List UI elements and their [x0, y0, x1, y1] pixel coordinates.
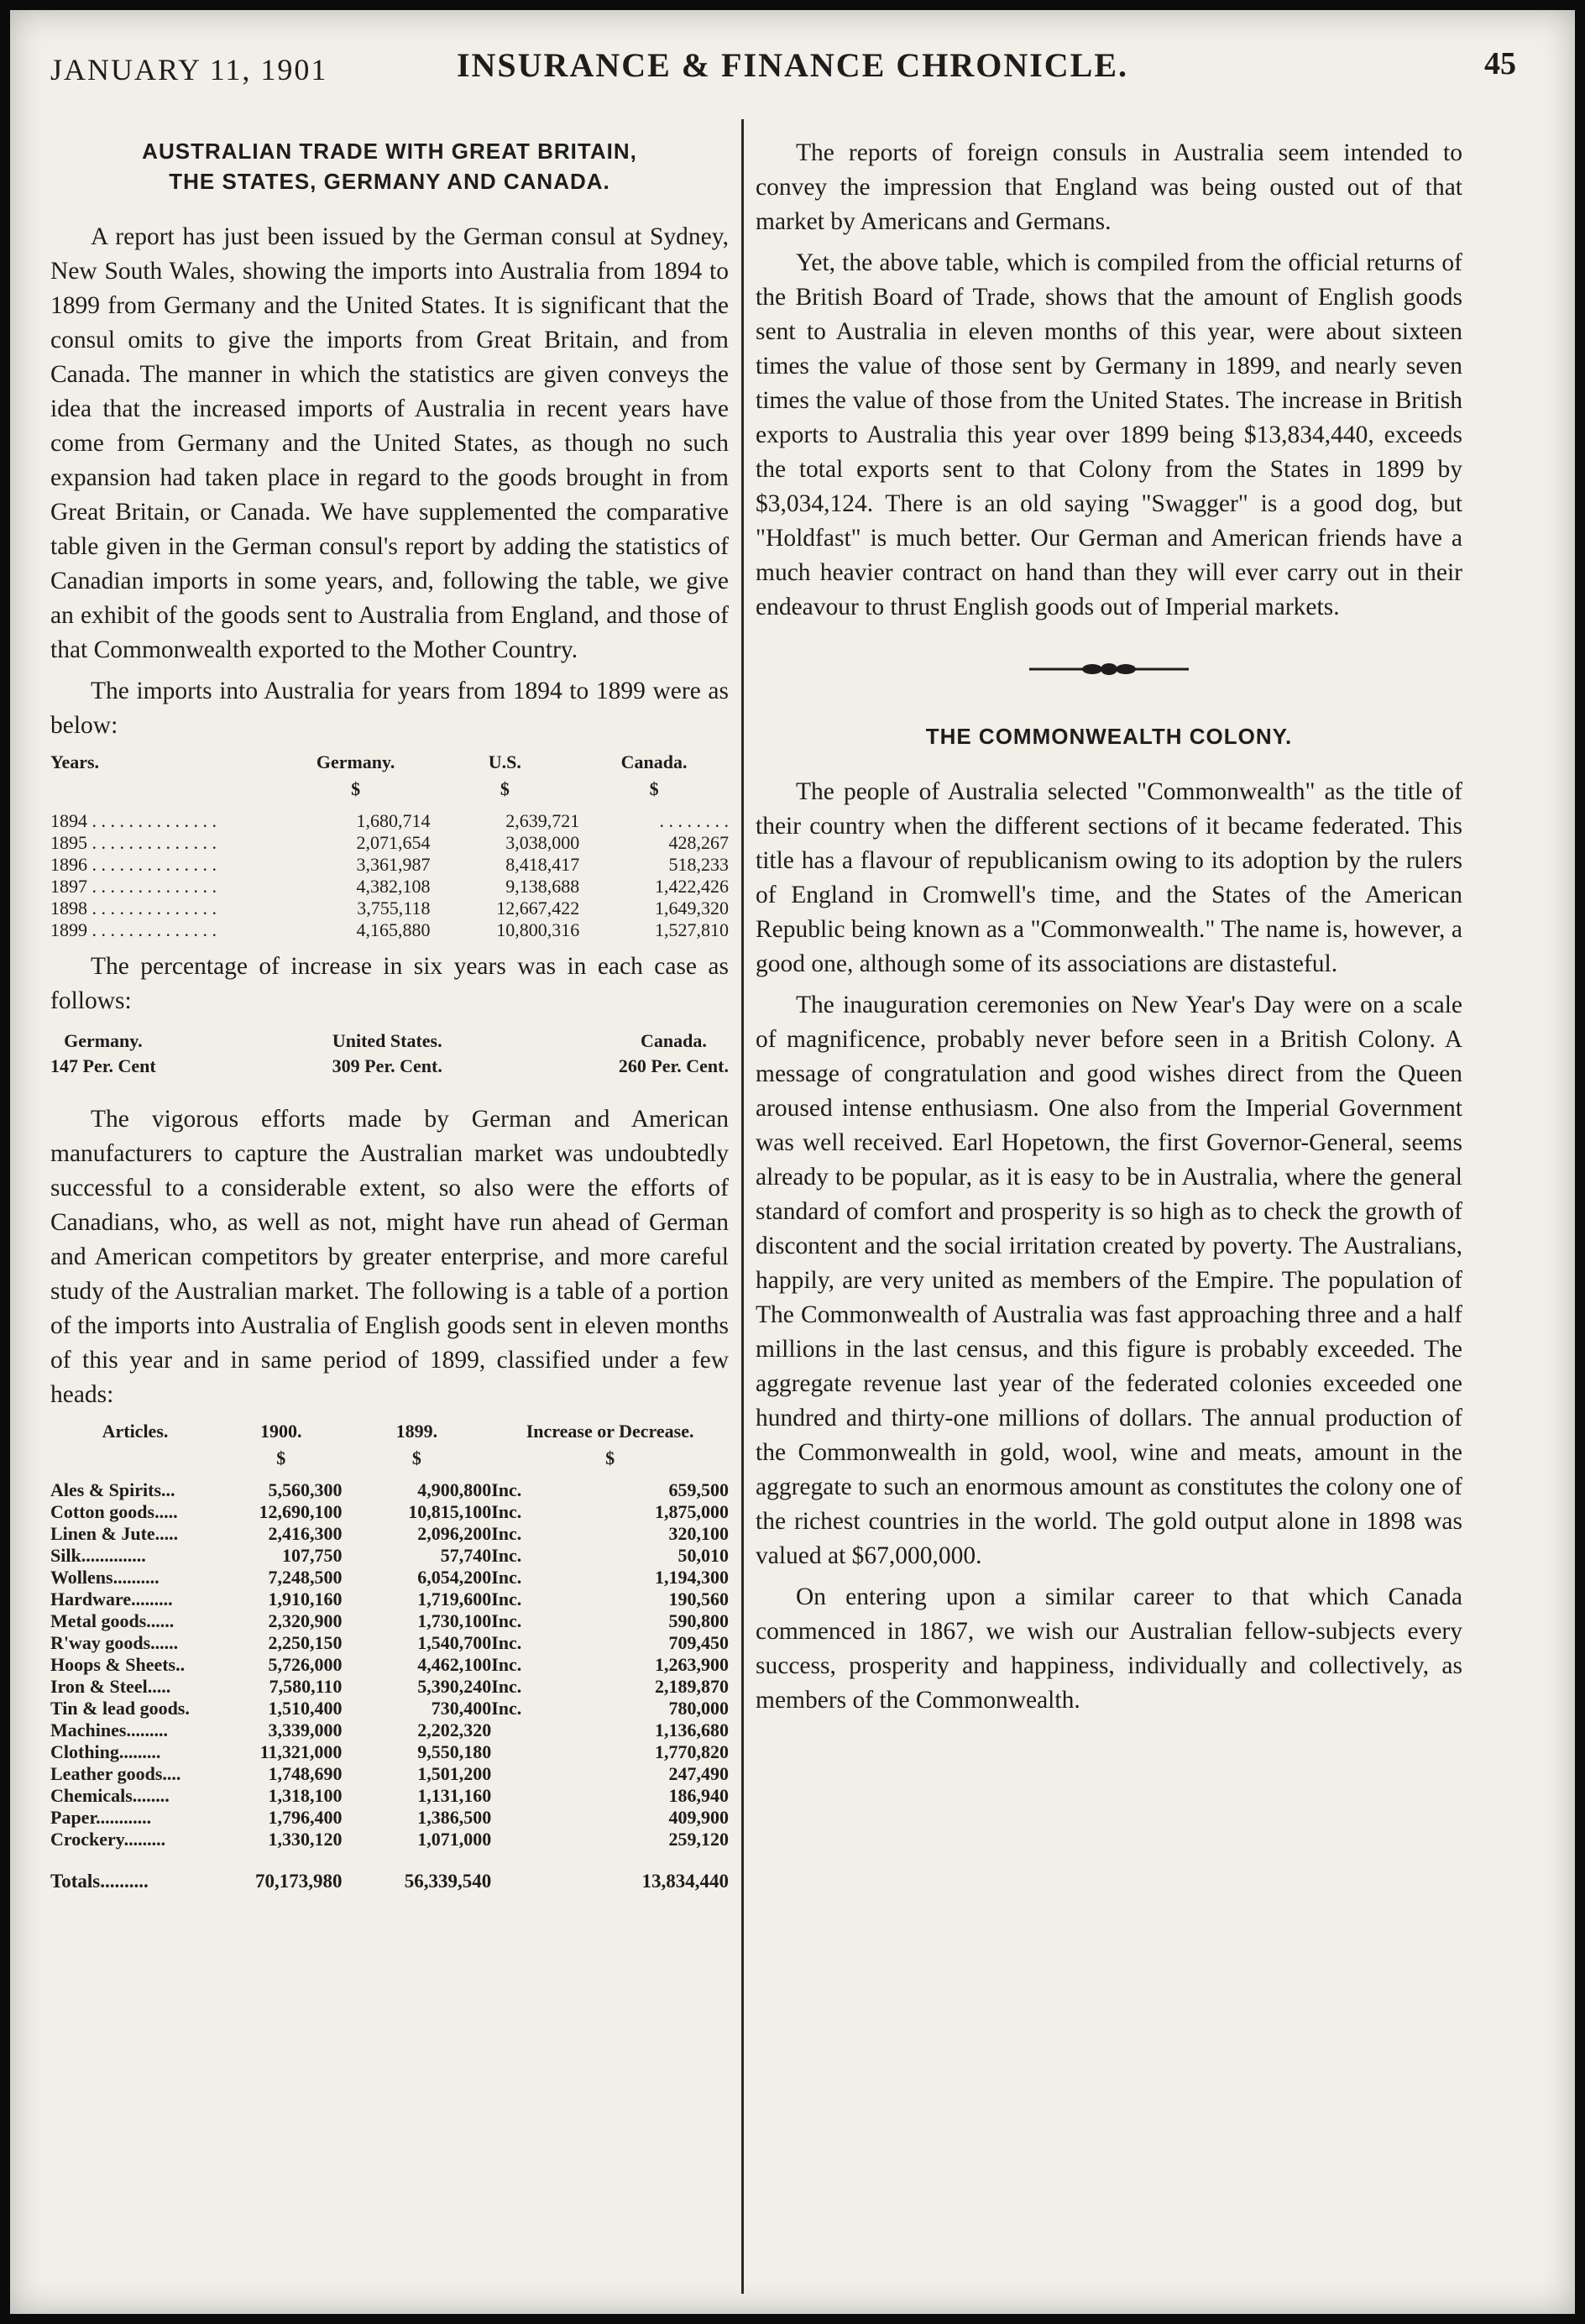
- right-column: [756, 136, 1462, 1718]
- table-cell-y1899: 1,131,160: [417, 1785, 492, 1806]
- table-cell-kind: Inc.: [491, 1676, 522, 1697]
- currency-row: [50, 778, 729, 810]
- table-cell-kind: [491, 1741, 552, 1763]
- table-cell-germany: 3,755,118: [357, 898, 431, 919]
- table-cell-kind: [491, 1763, 552, 1785]
- totals-label: Totals..........: [50, 1871, 149, 1892]
- table-cell-article: Iron & Steel.....: [50, 1676, 171, 1697]
- table-cell-y1899: 1,501,200: [417, 1763, 492, 1784]
- table-cell-change: 709,450: [668, 1632, 729, 1653]
- table-cell-y1900: 7,580,110: [269, 1676, 343, 1697]
- table-cell-canada: 1,422,426: [655, 876, 729, 897]
- page-number: 45: [1484, 46, 1516, 81]
- table-cell-y1899: 2,202,320: [417, 1719, 492, 1740]
- table-row: [50, 1676, 729, 1698]
- table-cell-kind: [491, 1807, 552, 1829]
- table-cell-change: 186,940: [668, 1785, 729, 1806]
- table-cell-change: 50,010: [677, 1545, 729, 1566]
- table-cell-canada: 428,267: [668, 832, 729, 853]
- percent-label: Germany.: [64, 1030, 143, 1051]
- table-cell-article: Metal goods......: [50, 1610, 175, 1631]
- table-cell-y1900: 3,339,000: [268, 1719, 343, 1740]
- percentage-increase: [50, 1029, 729, 1079]
- table-cell-change: 1,770,820: [655, 1741, 729, 1762]
- table-row: [50, 1719, 729, 1741]
- currency-symbol: $: [649, 778, 659, 799]
- paragraph: On entering upon a similar career to that which Canada commenced in 1867, we wish our Australian fellow-subjects every success, prosperity and happiness, individually and collectively, as members of the Commonwealth.: [756, 1583, 1462, 1714]
- table-row: [50, 919, 729, 941]
- table-cell-y1899: 10,815,100: [408, 1501, 492, 1522]
- table-cell-y1900: 2,250,150: [268, 1632, 343, 1653]
- table-row: [50, 832, 729, 854]
- table-cell-y1899: 6,054,200: [417, 1567, 492, 1588]
- table-cell-article: Wollens..........: [50, 1567, 160, 1588]
- table-cell-article: Machines.........: [50, 1719, 168, 1740]
- table-cell-year: 1897 . . . . . . . . . . . . . .: [50, 876, 217, 897]
- table-cell-y1900: 107,750: [281, 1545, 343, 1566]
- table-cell-y1899: 1,719,600: [417, 1589, 492, 1610]
- table-cell-kind: Inc.: [491, 1523, 522, 1544]
- column-header: 1899.: [395, 1421, 438, 1442]
- table-cell-change: 780,000: [668, 1698, 729, 1719]
- table-cell-article: Linen & Jute.....: [50, 1523, 179, 1544]
- percent-value: 260 Per. Cent.: [618, 1055, 729, 1076]
- table-cell-kind: Inc.: [491, 1610, 522, 1631]
- heading-line-1: AUSTRALIAN TRADE WITH GREAT BRITAIN,: [142, 139, 637, 164]
- table-cell-kind: Inc.: [491, 1501, 522, 1522]
- column-divider: [741, 119, 744, 2294]
- table-cell-canada: 518,233: [668, 854, 729, 875]
- publication-title: INSURANCE & FINANCE CHRONICLE.: [456, 46, 1129, 84]
- table-cell-article: Crockery.........: [50, 1829, 166, 1850]
- paragraph: The vigorous efforts made by German and American manufacturers to capture the Australian market was undoubtedly successful to a considerable extent, so also were the efforts of Canadians, who, as well as not, might have run ahead of German and American competitors by greater enterprise, and more careful study of the Australian market. The following is a table of a portion of the imports into Australia of English goods sent in eleven months of this year and in same period of 1899, classified under a few heads:: [50, 1106, 729, 1408]
- table-row: [50, 1829, 729, 1850]
- table-cell-us: 2,639,721: [505, 810, 580, 831]
- table-cell-y1900: 11,321,000: [259, 1741, 343, 1762]
- table-cell-canada: 1,649,320: [655, 898, 729, 919]
- table-cell-kind: [491, 1829, 552, 1850]
- table-cell-article: Chemicals........: [50, 1785, 170, 1806]
- table-row: [50, 1632, 729, 1654]
- paragraph: The reports of foreign consuls in Australia seem intended to convey the impression that England was being ousted out of that market by Americans and Germans.: [756, 139, 1462, 235]
- table-cell-y1899: 4,462,100: [417, 1654, 492, 1675]
- table-cell-y1900: 2,320,900: [268, 1610, 343, 1631]
- table-cell-canada: 1,527,810: [655, 919, 729, 940]
- table-row: [50, 854, 729, 876]
- table-row: [50, 1501, 729, 1523]
- table-cell-y1899: 2,096,200: [417, 1523, 492, 1544]
- table-cell-year: 1896 . . . . . . . . . . . . . .: [50, 854, 217, 875]
- table-cell-y1900: 1,748,690: [268, 1763, 343, 1784]
- table-cell-change: 659,500: [668, 1479, 729, 1500]
- table-cell-change: 259,120: [668, 1829, 729, 1850]
- issue-date: JANUARY 11, 1901: [50, 53, 328, 86]
- table-cell-y1899: 1,540,700: [417, 1632, 492, 1653]
- ornament-divider: [756, 653, 1462, 688]
- table-cell-us: 10,800,316: [496, 919, 580, 940]
- table-cell-us: 8,418,417: [505, 854, 580, 875]
- table-cell-article: Ales & Spirits...: [50, 1479, 175, 1500]
- table-row: [50, 1523, 729, 1545]
- table-cell-y1900: 5,560,300: [268, 1479, 343, 1500]
- table-header-row: [50, 1421, 729, 1447]
- imports-table: [50, 751, 729, 941]
- table-cell-y1899: 1,071,000: [417, 1829, 492, 1850]
- table-cell-kind: [491, 1719, 552, 1741]
- article-heading-commonwealth: THE COMMONWEALTH COLONY.: [925, 724, 1293, 749]
- paragraph: The inauguration ceremonies on New Year's Day were on a scale of magnificence, probably never before seen in a British Colony. A message of congratulation and good wishes direct from the Queen aroused intense enthusiasm. One also from the Imperial Government was well received. Earl Hopetown, the first Governor-General, seems already to be popular, as it is easy to be in Australia, where the general standard of comfort and prosperity is so high as to check the growth of discontent and the social irritation created by poverty. The Australians, happily, are very united as members of the Empire. The population of The Commonwealth of Australia was fast approaching three and a half millions in the last census, and this figure is probably exceeded. The aggregate revenue last year of the federated colonies exceeded one hundred and thirty-one millions of dollars. The annual production of the Commonwealth in gold, wool, wine and meats, amount in the aggregate to such an enormous amount as constitutes the colony one of the richest countries in the world. The gold output alone in 1898 was valued at $67,000,000.: [756, 992, 1462, 1569]
- percent-label: United States.: [332, 1030, 442, 1051]
- currency-symbol: $: [276, 1447, 286, 1468]
- table-cell-year: 1894 . . . . . . . . . . . . . .: [50, 810, 217, 831]
- paragraph: Yet, the above table, which is compiled from the official returns of the British Board of Trade, shows that the amount of English goods sent to Australia in eleven months of this year, were about sixteen times the value of those sent by Germany in 1899, and nearly seven times the value of those from the United States. The increase in British exports to Australia this year over 1899 being $13,834,440, exceeds the total exports sent to that Colony from the States in 1899 by $3,034,124. There is an old saying "Swagger" is a good dog, but "Holdfast" is much better. Our German and American friends have a much heavier contract on hand than they will ever carry out in their endeavour to thrust English goods out of Imperial markets.: [756, 249, 1462, 620]
- currency-symbol: $: [500, 778, 510, 799]
- paragraph: The imports into Australia for years from 1894 to 1899 were as below:: [50, 678, 729, 739]
- table-cell-y1900: 1,510,400: [268, 1698, 343, 1719]
- table-cell-kind: Inc.: [491, 1589, 522, 1610]
- table-cell-germany: 3,361,987: [356, 854, 431, 875]
- table-cell-change: 1,194,300: [655, 1567, 729, 1588]
- table-cell-canada: . . . . . . . .: [659, 810, 729, 831]
- table-cell-y1899: 730,400: [431, 1698, 492, 1719]
- table-cell-change: 1,136,680: [655, 1719, 729, 1740]
- table-cell-y1900: 5,726,000: [268, 1654, 343, 1675]
- table-cell-kind: Inc.: [491, 1632, 522, 1653]
- article-heading-trade: [50, 136, 729, 196]
- table-cell-us: 9,138,688: [505, 876, 580, 897]
- totals-1899: 56,339,540: [404, 1871, 492, 1892]
- table-cell-year: 1895 . . . . . . . . . . . . . .: [50, 832, 217, 853]
- column-header: Years.: [50, 751, 100, 772]
- table-cell-article: Silk..............: [50, 1545, 146, 1566]
- percent-us: [332, 1029, 442, 1079]
- table-cell-y1900: 1,330,120: [268, 1829, 343, 1850]
- table-row: [50, 1807, 729, 1829]
- table-cell-change: 1,263,900: [655, 1654, 729, 1675]
- percent-canada: [619, 1029, 729, 1079]
- table-row: [50, 1567, 729, 1589]
- table-cell-y1900: 1,796,400: [268, 1807, 343, 1828]
- table-cell-article: Hardware.........: [50, 1589, 173, 1610]
- table-row: [50, 1654, 729, 1676]
- table-cell-change: 1,875,000: [655, 1501, 729, 1522]
- table-row: [50, 898, 729, 919]
- ornament-rule-icon: [1029, 661, 1189, 678]
- table-cell-change: 190,560: [668, 1589, 729, 1610]
- table-cell-article: Tin & lead goods.: [50, 1698, 190, 1719]
- table-cell-kind: Inc.: [491, 1654, 522, 1675]
- column-header: Increase or Decrease.: [526, 1421, 694, 1442]
- percent-label: Canada.: [640, 1030, 707, 1051]
- left-column: [50, 136, 729, 1901]
- table-cell-change: 590,800: [668, 1610, 729, 1631]
- column-header: Canada.: [620, 751, 688, 772]
- percent-value: 147 Per. Cent: [50, 1055, 156, 1076]
- table-cell-y1900: 2,416,300: [268, 1523, 343, 1544]
- totals-change: 13,834,440: [641, 1871, 729, 1892]
- table-cell-year: 1899 . . . . . . . . . . . . . .: [50, 919, 217, 940]
- table-cell-y1899: 57,740: [440, 1545, 492, 1566]
- table-cell-kind: Inc.: [491, 1698, 522, 1719]
- currency-row: [50, 1447, 729, 1479]
- table-cell-germany: 4,165,880: [356, 919, 431, 940]
- articles-table: [50, 1421, 729, 1892]
- table-cell-y1899: 5,390,240: [417, 1676, 492, 1697]
- table-cell-article: Paper............: [50, 1807, 152, 1828]
- table-row: [50, 1545, 729, 1567]
- table-cell-germany: 4,382,108: [356, 876, 431, 897]
- table-cell-y1900: 1,318,100: [268, 1785, 343, 1806]
- table-cell-change: 2,189,870: [655, 1676, 729, 1697]
- totals-1900: 70,173,980: [254, 1871, 343, 1892]
- table-cell-y1899: 1,730,100: [417, 1610, 492, 1631]
- table-row: [50, 1479, 729, 1501]
- table-header-row: [50, 751, 729, 778]
- table-cell-us: 12,667,422: [496, 898, 580, 919]
- table-cell-change: 247,490: [668, 1763, 729, 1784]
- table-cell-article: R'way goods......: [50, 1632, 179, 1653]
- table-cell-us: 3,038,000: [505, 832, 580, 853]
- table-row: [50, 1698, 729, 1719]
- paragraph: The people of Australia selected "Commonwealth" as the title of their country when the different sections of it became federated. This title has a flavour of republicanism owing to its adoption by the rulers of England in Cromwell's time, and the States of the American Republic being known as a "Commonwealth." The name is, however, a good one, although some of its associations are distasteful.: [756, 778, 1462, 977]
- table-row: [50, 810, 729, 832]
- paragraph: A report has just been issued by the German consul at Sydney, New South Wales, showing the imports into Australia from 1894 to 1899 from Germany and the United States. It is significant that the consul omits to give the imports from Great Britain, and from Canada. The manner in which the statistics are given conveys the idea that the increased imports of Australia in recent years have come from Germany and the United States, as though no such expansion had taken place in regard to the goods brought in from Great Britain, or Canada. We have supplemented the comparative table given in the German consul's report by adding the statistics of Canadian imports in some years, and, following the table, we give an exhibit of the goods sent to Australia from England, and those of that Commonwealth exported to the Mother Country.: [50, 223, 729, 663]
- currency-symbol: $: [411, 1447, 421, 1468]
- percent-germany: [50, 1029, 156, 1079]
- table-cell-change: 409,900: [668, 1807, 729, 1828]
- table-row: [50, 1741, 729, 1763]
- column-header: Articles.: [102, 1421, 169, 1442]
- table-cell-kind: Inc.: [491, 1479, 522, 1500]
- table-cell-y1899: 4,900,800: [417, 1479, 492, 1500]
- table-row: [50, 1610, 729, 1632]
- page-header: [10, 45, 1575, 96]
- table-cell-y1900: 12,690,100: [259, 1501, 343, 1522]
- table-cell-y1899: 9,550,180: [417, 1741, 492, 1762]
- table-cell-change: 320,100: [668, 1523, 729, 1544]
- table-cell-article: Cotton goods.....: [50, 1501, 178, 1522]
- table-cell-germany: 2,071,654: [356, 832, 431, 853]
- table-cell-article: Hoops & Sheets..: [50, 1654, 186, 1675]
- table-row: [50, 1589, 729, 1610]
- column-header: U.S.: [488, 751, 521, 772]
- table-cell-year: 1898 . . . . . . . . . . . . . .: [50, 898, 217, 919]
- newspaper-page: [10, 10, 1575, 2314]
- table-row: [50, 1785, 729, 1807]
- table-cell-y1900: 1,910,160: [268, 1589, 343, 1610]
- table-cell-germany: 1,680,714: [356, 810, 431, 831]
- table-cell-y1899: 1,386,500: [417, 1807, 492, 1828]
- column-header: 1900.: [259, 1421, 302, 1442]
- table-cell-y1900: 7,248,500: [268, 1567, 343, 1588]
- table-cell-article: Leather goods....: [50, 1763, 181, 1784]
- table-cell-article: Clothing.........: [50, 1741, 161, 1762]
- currency-symbol: $: [605, 1447, 615, 1468]
- column-header: Germany.: [316, 751, 395, 772]
- heading-line-2: THE STATES, GERMANY AND CANADA.: [169, 169, 610, 194]
- table-cell-kind: Inc.: [491, 1545, 522, 1566]
- currency-symbol: $: [351, 778, 361, 799]
- table-row: [50, 1763, 729, 1785]
- table-row: [50, 876, 729, 898]
- table-cell-kind: Inc.: [491, 1567, 522, 1588]
- table-cell-kind: [491, 1785, 552, 1807]
- totals-row: [50, 1850, 729, 1892]
- paragraph: The percentage of increase in six years was in each case as follows:: [50, 953, 729, 1014]
- percent-value: 309 Per. Cent.: [332, 1055, 442, 1076]
